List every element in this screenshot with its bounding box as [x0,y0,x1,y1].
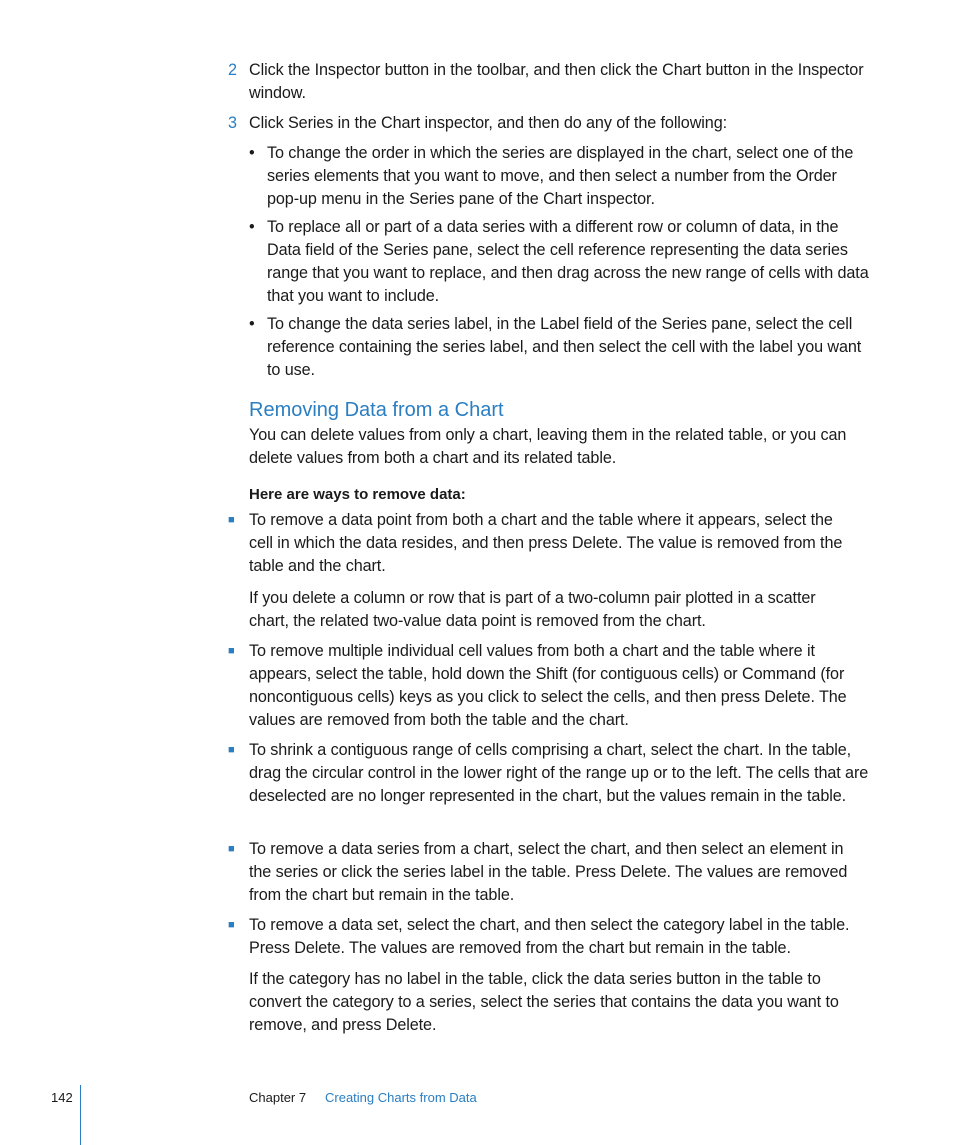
scatter-note: If you delete a column or row that is part of a two-column pair plotted in a scatter chart, the related two-value data point is removed from the chart. [249,589,816,630]
list-item [228,640,860,732]
step-3 [228,112,868,135]
chapter-label: Chapter 7 [249,1090,307,1105]
page-number: 142 [51,1090,73,1105]
section-heading: Removing Data from a Chart [249,399,504,421]
bullet-dot: • [249,218,255,236]
square-bullet-icon: ■ [228,514,235,526]
step-text: Click the Inspector button in the toolbar, and then click the Chart button in the Inspector window. [249,61,864,102]
bullet-dot: • [249,315,255,333]
list-item-text: To change the order in which the series are displayed in the chart, select one of the series elements that you want to move, and then select a number from the Order pop-up menu in the Series pane of the Chart inspector. [267,144,854,208]
list-item [228,914,864,960]
category-note: If the category has no label in the table, click the data series button in the table to convert the category to a series, select the series that contains the data you want to remove, and press Delete. [249,970,839,1034]
square-bullet-icon: ■ [228,843,235,855]
step-number: 2 [228,61,237,79]
step-2 [228,59,868,105]
bullet-dot: • [249,144,255,162]
list-item [228,739,876,808]
list-item-text: To change the data series label, in the Label field of the Series pane, select the cell reference containing the series label, and then select the cell with the label you want to use. [267,315,862,379]
list-item [249,216,871,308]
list-item-text: To remove a data set, select the chart, and then select the category label in the table. Press Delete. The values are removed from the chart but remain in the table. [249,916,850,957]
square-bullet-icon: ■ [228,744,235,756]
square-bullet-icon: ■ [228,645,235,657]
footer-divider [80,1085,81,1145]
square-bullet-icon: ■ [228,919,235,931]
list-item-text: To replace all or part of a data series with a different row or column of data, in the Data field of the Series pane, select the cell reference representing the data series range that you want to replace, and then drag across the new range of cells with data that you want to include. [267,218,869,305]
list-item [249,142,871,211]
list-item-text: To remove multiple individual cell values from both a chart and the table where it appears, select the table, hold down the Shift (for contiguous cells) or Command (for noncontiguous cells) keys as you click to select the cells, and then press Delete. The values are removed from both the table and the chart. [249,642,847,729]
step-text: Click Series in the Chart inspector, and then do any of the following: [249,114,728,132]
list-item-text: To remove a data point from both a chart and the table where it appears, select the cell in which the data resides, and then press Delete. The value is removed from the table and the chart. [249,511,843,575]
list-item [228,509,856,578]
chapter-title: Creating Charts from Data [325,1090,477,1105]
list-item-text: To shrink a contiguous range of cells comprising a chart, select the chart. In the table, drag the circular control in the lower right of the range up or to the left. The cells that are deselected are no longer represented in the chart, but the values remain in the table. [249,741,869,805]
list-item [228,838,856,907]
section-intro: You can delete values from only a chart, leaving them in the related table, or you can delete values from both a chart and its related table. [249,426,847,467]
list-item-text: To remove a data series from a chart, select the chart, and then select an element in the series or click the series label in the table. Press Delete. The values are removed from the chart but remain in the table. [249,840,848,904]
list-item [249,313,871,382]
ways-label: Here are ways to remove data: [249,486,466,503]
step-number: 3 [228,114,237,132]
